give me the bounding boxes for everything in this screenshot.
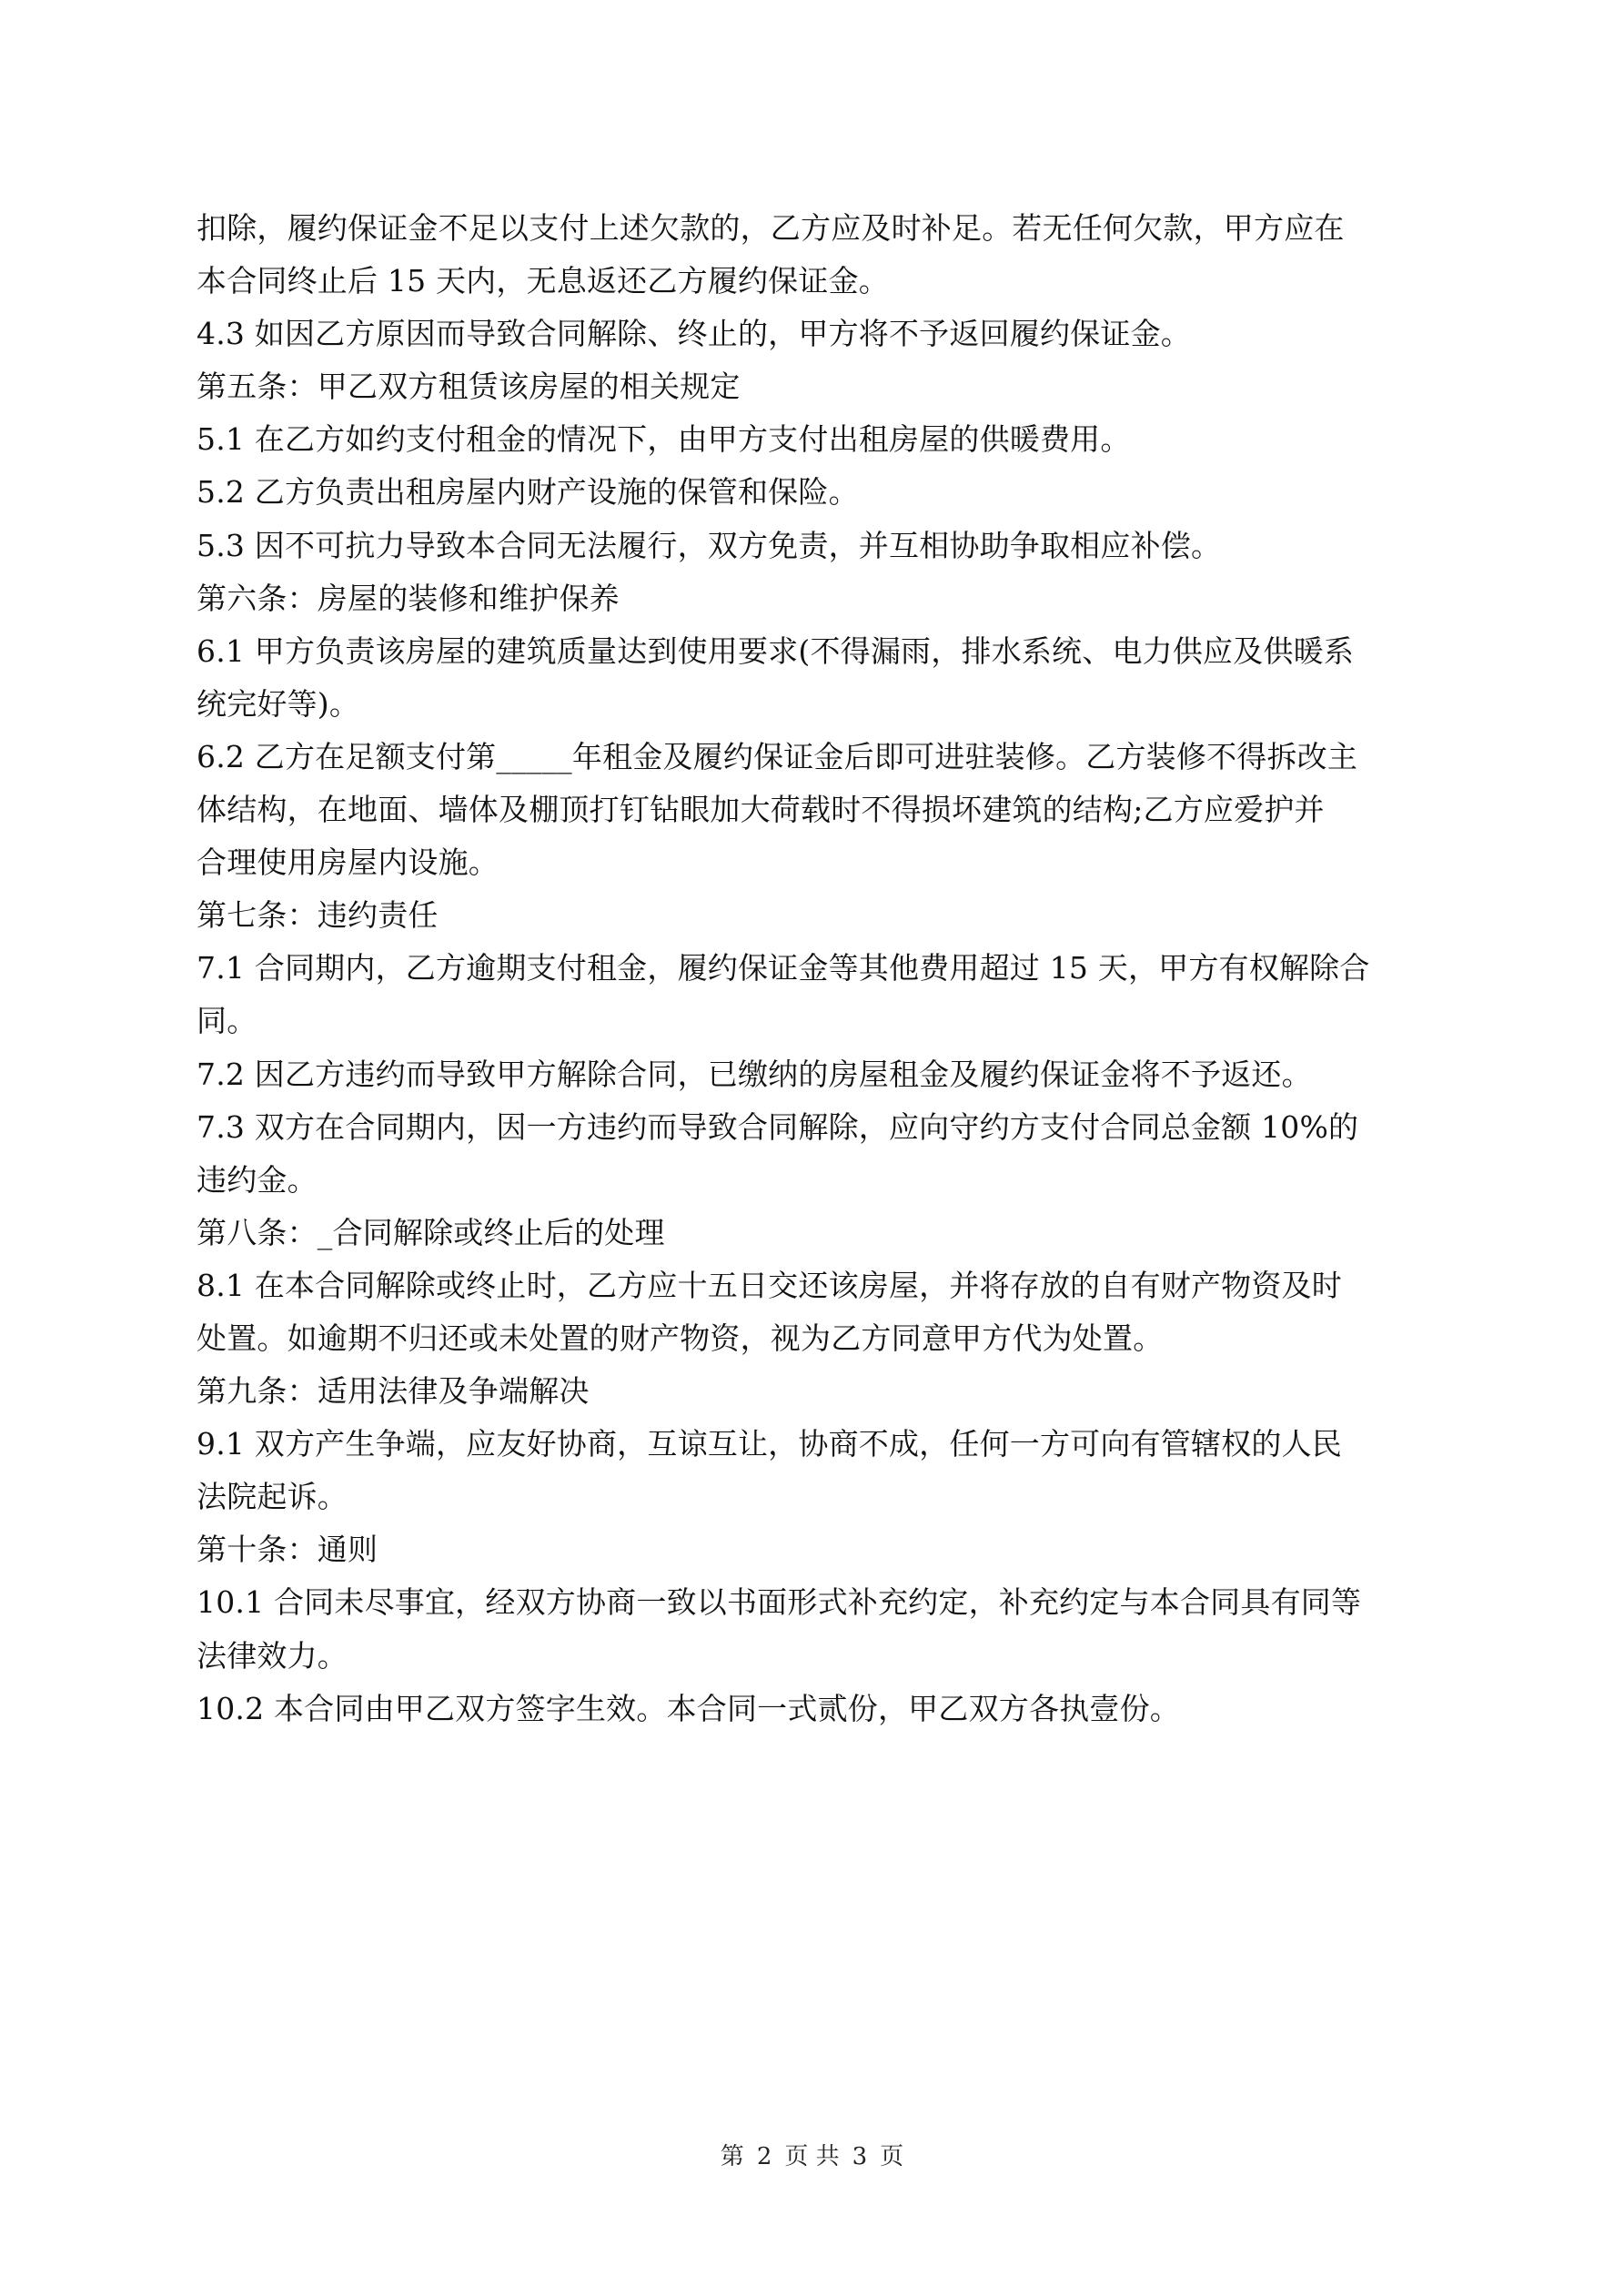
page-label-suffix: 页 — [880, 2143, 904, 2170]
text-line: 本合同终止后 15 天内，无息返还乙方履约保证金。 — [197, 263, 889, 299]
clause-5-2: 5.2 乙方负责出租房屋内财产设施的保管和保险。 — [197, 474, 859, 511]
clause-9-1: 9.1 双方产生争端，应友好协商，互谅互让，协商不成，任何一方可向有管辖权的人民 — [197, 1426, 1342, 1462]
clause-8-1-cont: 处置。如逾期不归还或未处置的财产物资，视为乙方同意甲方代为处置。 — [197, 1320, 1164, 1356]
clause-7-3: 7.3 双方在合同期内，因一方违约而导致合同解除，应向守约方支付合同总金额 10%的 — [197, 1108, 1359, 1145]
clause-6-2: 6.2 乙方在足额支付第_____年租金及履约保证金后即可进驻装修。乙方装修不得拆改主 — [197, 738, 1358, 774]
total-pages-number: 3 — [852, 2143, 868, 2170]
clause-7-1-cont: 同。 — [197, 1003, 257, 1039]
clause-5-3: 5.3 因不可抗力导致本合同无法履行，双方免责，并互相协助争取相应补偿。 — [197, 527, 1222, 563]
clause-4-3: 4.3 如因乙方原因而导致合同解除、终止的，甲方将不予返回履约保证金。 — [197, 316, 1191, 352]
article-8-heading: 第八条：_合同解除或终止后的处理 — [197, 1214, 665, 1250]
page-footer — [0, 2143, 1624, 2170]
article-9-heading: 第九条：适用法律及争端解决 — [197, 1373, 590, 1410]
clause-10-1-cont: 法律效力。 — [197, 1637, 348, 1674]
document-body — [197, 202, 1437, 1735]
page-label-middle: 页 共 — [784, 2143, 840, 2170]
clause-8-1: 8.1 在本合同解除或终止时，乙方应十五日交还该房屋，并将存放的自有财产物资及时 — [197, 1267, 1342, 1303]
clause-6-1-cont: 统完好等)。 — [197, 685, 360, 722]
clause-10-2: 10.2 本合同由甲乙双方签字生效。本合同一式贰份，甲乙双方各执壹份。 — [197, 1690, 1180, 1726]
current-page-number: 2 — [756, 2143, 772, 2170]
article-6-heading: 第六条：房屋的装修和维护保养 — [197, 580, 620, 616]
clause-6-1: 6.1 甲方负责该房屋的建筑质量达到使用要求(不得漏雨，排水系统、电力供应及供暖系 — [197, 632, 1355, 669]
clause-6-2-cont: 体结构，在地面、墙体及棚顶打钉钻眼加大荷载时不得损坏建筑的结构;乙方应爱护并 — [197, 792, 1325, 828]
page-label-prefix: 第 — [720, 2143, 744, 2170]
clause-7-3-cont: 违约金。 — [197, 1161, 318, 1198]
clause-7-1: 7.1 合同期内，乙方逾期支付租金，履约保证金等其他费用超过 15 天，甲方有权解除合 — [197, 950, 1370, 986]
text-line: 扣除，履约保证金不足以支付上述欠款的，乙方应及时补足。若无任何欠款，甲方应在 — [197, 210, 1345, 246]
clause-10-1: 10.1 合同未尽事宜，经双方协商一致以书面形式补充约定，补充约定与本合同具有同等 — [197, 1584, 1362, 1621]
article-10-heading: 第十条：通则 — [197, 1532, 378, 1568]
clause-9-1-cont: 法院起诉。 — [197, 1479, 348, 1515]
clause-7-2: 7.2 因乙方违约而导致甲方解除合同，已缴纳的房屋租金及履约保证金将不予返还。 — [197, 1056, 1312, 1092]
clause-5-1: 5.1 在乙方如约支付租金的情况下，由甲方支付出租房屋的供暖费用。 — [197, 421, 1131, 458]
clause-6-2-cont: 合理使用房屋内设施。 — [197, 845, 499, 881]
article-5-heading: 第五条：甲乙双方租赁该房屋的相关规定 — [197, 369, 741, 405]
article-7-heading: 第七条：违约责任 — [197, 897, 439, 934]
